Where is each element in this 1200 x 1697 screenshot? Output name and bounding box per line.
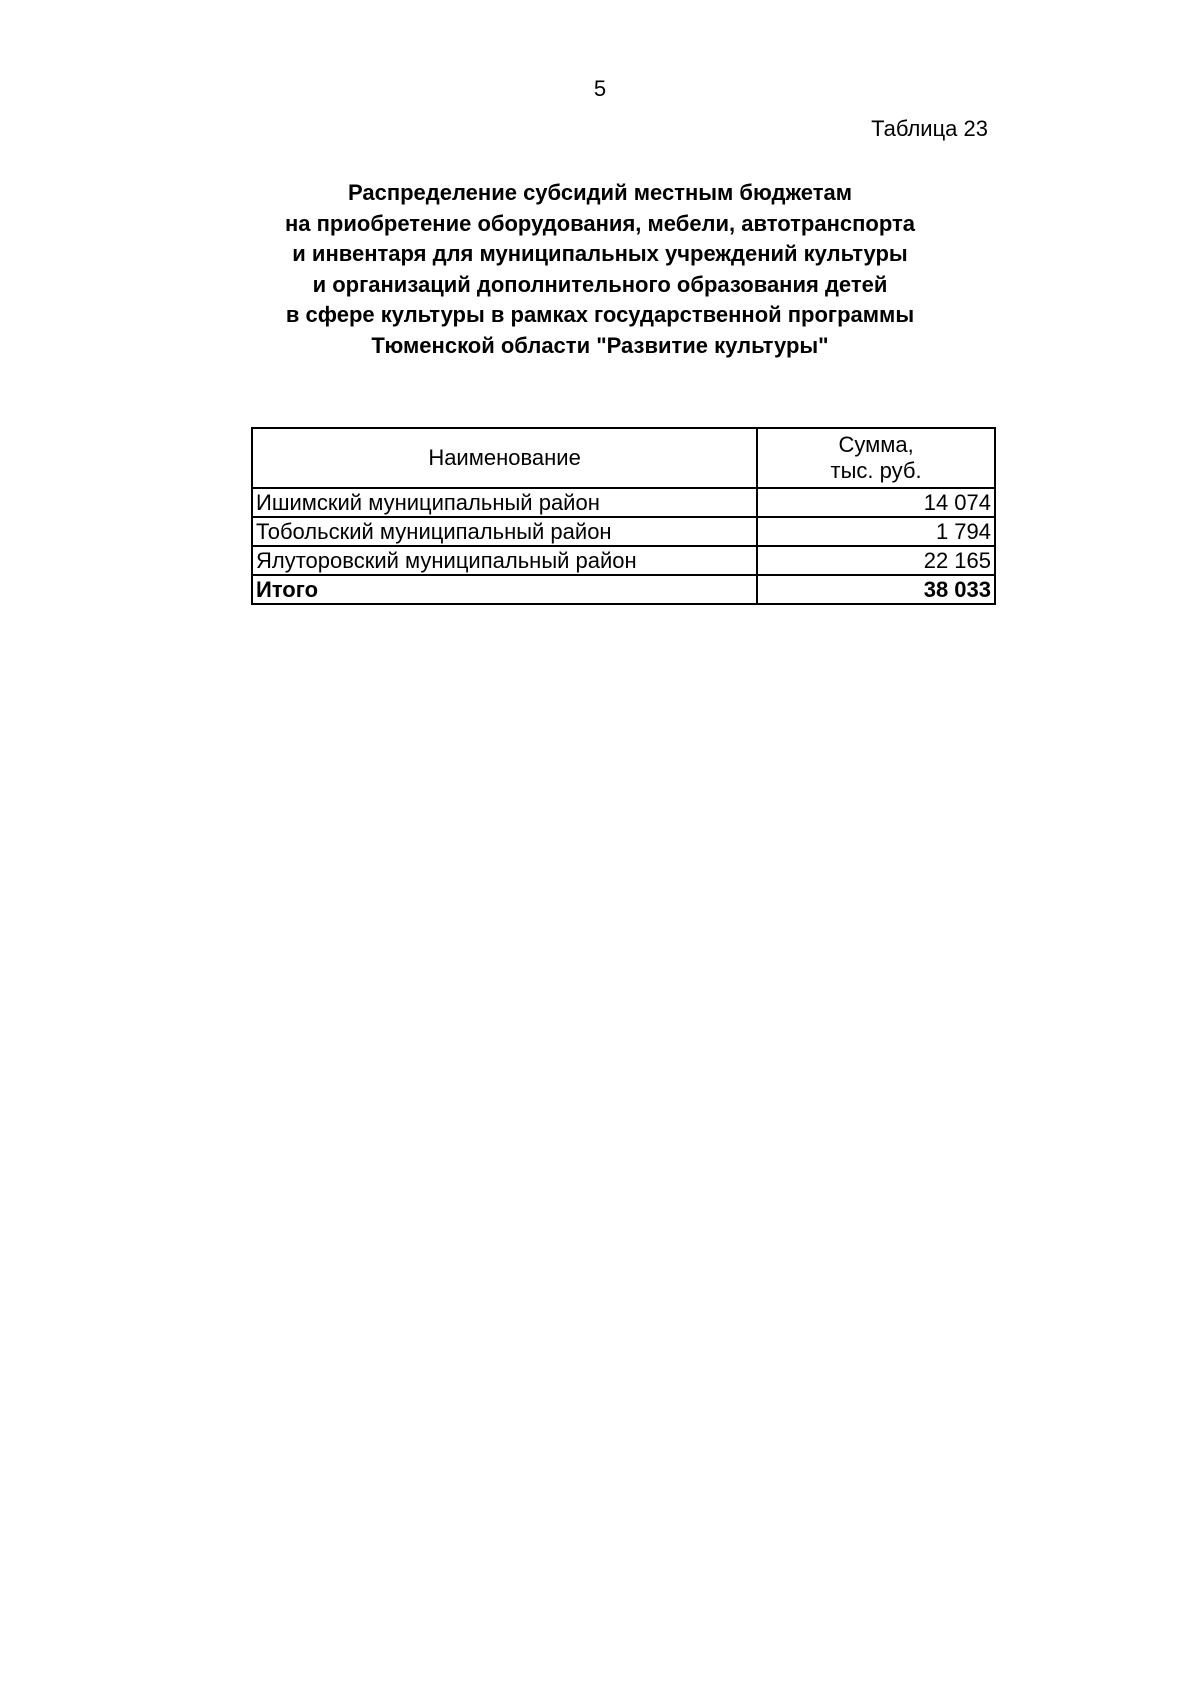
row-sum: 1 794 — [757, 517, 995, 546]
row-name: Ишимский муниципальный район — [252, 488, 757, 517]
title-line: на приобретение оборудования, мебели, автотранспорта — [285, 210, 915, 236]
header-sum-line2: тыс. руб. — [830, 458, 922, 483]
row-name: Тобольский муниципальный район — [252, 517, 757, 546]
title-line: и организаций дополнительного образования детей — [312, 271, 888, 297]
table-row — [252, 546, 995, 575]
header-sum-line1: Сумма, — [838, 432, 914, 457]
title-line: и инвентаря для муниципальных учреждений культуры — [292, 241, 908, 266]
table-total-row — [252, 575, 995, 604]
header-sum — [757, 428, 995, 488]
total-label: Итого — [252, 575, 757, 604]
title-line: в сфере культуры в рамках государственной программы — [285, 302, 915, 327]
title-line: Тюменской области "Развитие культуры" — [371, 332, 829, 358]
header-name: Наименование — [252, 428, 757, 488]
title-line: Распределение субсидий местным бюджетам — [347, 180, 853, 205]
table-label: Таблица 23 — [871, 116, 988, 141]
table-row — [252, 517, 995, 546]
row-sum: 22 165 — [757, 546, 995, 575]
table-header-row — [252, 428, 995, 488]
page-number: 5 — [593, 76, 607, 101]
total-sum: 38 033 — [757, 575, 995, 604]
subsidy-table — [251, 427, 996, 605]
document-title — [150, 178, 1050, 361]
row-sum: 14 074 — [757, 488, 995, 517]
row-name: Ялуторовский муниципальный район — [252, 546, 757, 575]
table-row — [252, 488, 995, 517]
